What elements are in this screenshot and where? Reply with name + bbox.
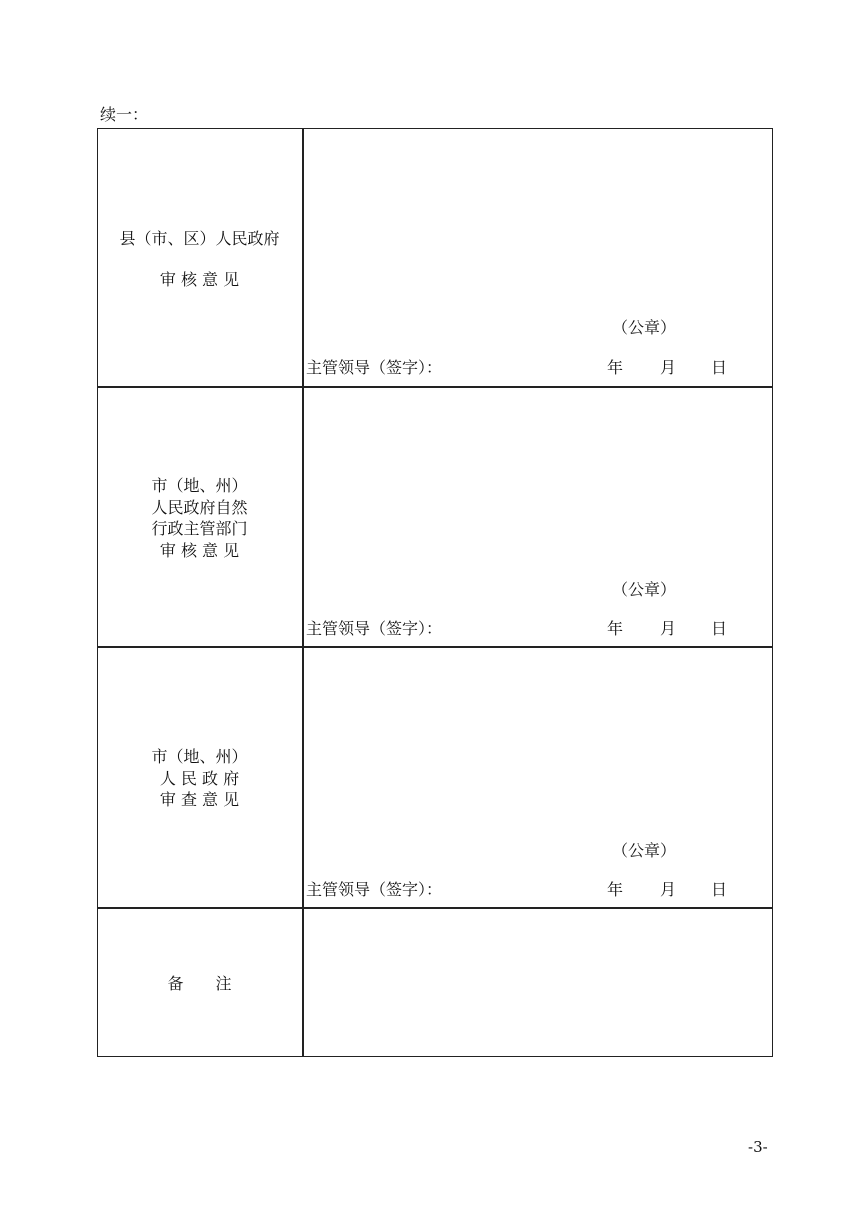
label-line: 人 民 政 府: [159, 768, 240, 788]
label-line: 审 核 意 见: [159, 540, 240, 560]
year-label: 年: [607, 358, 624, 377]
year-label: 年: [607, 619, 624, 638]
row-label-county: [97, 228, 302, 290]
label-line: 行政主管部门: [151, 519, 248, 538]
row-divider: [97, 907, 773, 909]
official-seal-label: （公章）: [612, 318, 677, 337]
signer-label: 主管领导（签字）：: [306, 619, 443, 638]
official-seal-label: （公章）: [612, 841, 677, 860]
month-label: 月: [660, 880, 677, 899]
day-label: 日: [711, 619, 728, 638]
row-label-remarks: [97, 973, 302, 995]
row-label-city-natural-resources: [97, 475, 302, 561]
row-divider: [97, 386, 773, 388]
label-line: 市（地、州）: [151, 476, 248, 495]
label-line: 审 查 意 见: [159, 790, 240, 809]
continuation-label: 续一：: [100, 105, 149, 124]
month-label: 月: [660, 358, 677, 377]
label-line: 人民政府自然: [151, 497, 248, 517]
column-divider: [302, 128, 304, 1057]
official-seal-label: （公章）: [612, 580, 677, 599]
row-label-city-government: [97, 746, 302, 811]
row-divider: [97, 646, 773, 648]
label-line: 县（市、区）人民政府: [119, 229, 280, 248]
signer-label: 主管领导（签字）：: [306, 880, 443, 899]
day-label: 日: [711, 358, 728, 377]
label-line: 市（地、州）: [151, 747, 248, 766]
signer-label: 主管领导（签字）：: [306, 358, 443, 377]
label-line: 审 核 意 见: [159, 269, 240, 289]
label-line: 备 注: [167, 974, 232, 993]
year-label: 年: [607, 880, 624, 899]
day-label: 日: [711, 880, 728, 899]
page-number: -3-: [748, 1138, 768, 1156]
month-label: 月: [660, 619, 677, 638]
